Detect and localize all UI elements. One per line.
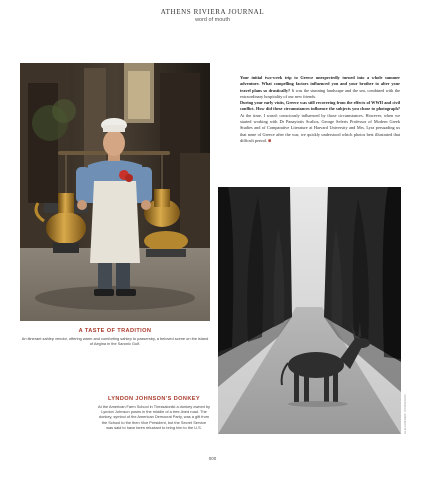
question-2: During your early visits, Greece was still recovering from the effects of WWII and civil conflict. How did these circumstances influence the subjects you chose to photograph? <box>240 100 400 112</box>
end-mark: ■ <box>267 138 271 144</box>
caption-vendor-title: A TASTE OF TRADITION <box>78 328 152 334</box>
question-1: Your initial two-week trip to Greece unexpectedly turned into a whole summer adventure. What compelling factors influenced you and your brother to alter your travel plans so drastically? <box>240 75 400 93</box>
donkey-illustration <box>218 187 401 434</box>
answer-1: It was the stunning landscape and the sea, combined with the extraordinary hospitality of our new friends. <box>240 87 400 99</box>
photo-credit: ALEXANDER VINCENZO <box>403 394 407 434</box>
caption-vendor-body: An itinerant sahlep vendor, offering warm and comforting sahlep to passersby, a beloved scene on the island of Aegina in the Saronic Gulf. <box>21 336 209 347</box>
vendor-illustration <box>20 63 210 321</box>
photo-sahlep-vendor <box>20 63 210 321</box>
journal-section: word of mouth <box>195 17 230 23</box>
article-body <box>240 75 400 145</box>
caption-donkey <box>98 396 210 430</box>
page-header <box>0 8 425 23</box>
caption-donkey-body: At the American Farm School in Thessaloniki a donkey owned by Lyndon Johnson poses in the middle of a tree-lined road. The donkey, symbol of the American Democrat Party, was a gift from the School to the then Vice President, but the Secret Service was said to have been reluctant to bring him to the U.S. <box>98 404 210 430</box>
page-number: 000 <box>208 456 217 461</box>
caption-vendor <box>20 328 210 346</box>
photo-donkey <box>218 187 401 434</box>
caption-donkey-title: LYNDON JOHNSON'S DONKEY <box>107 396 201 402</box>
answer-2: At the time, I wasn't consciously influenced by those circumstances. However, when we started working with Dr Panayiotis Scalios, George Seferis Professor of Modern Greek Studies and of Comparative Literature at Harvard University and Mrs. Lyra persuading us that none of Greece after the war, we quickly understood which photos best illustrated that difficult period. <box>240 112 400 143</box>
journal-title: ATHENS RIVIERA JOURNAL <box>160 8 265 16</box>
